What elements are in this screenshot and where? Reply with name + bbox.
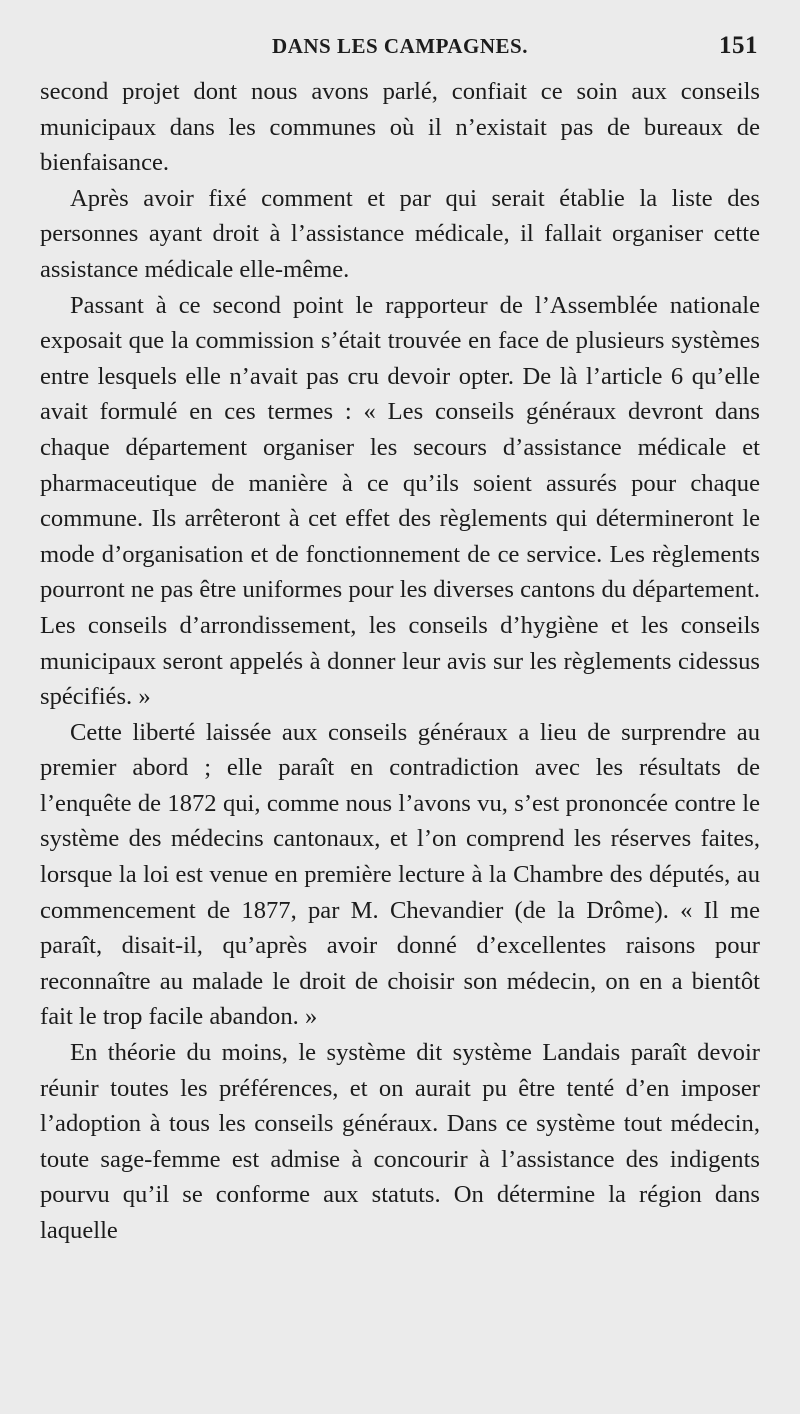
paragraph: Passant à ce second point le rapporteur de l’Assemblée nationale exposait que la commission s’était trouvée en face de plusieurs systèmes entre lesquels elle n’avait pas cru devoir opter. De là l’article 6 qu’elle avait formulé en ces termes : « Les conseils généraux devront dans chaque département organiser les secours d’assistance médicale et pharmaceutique de manière à ce qu’ils soient assurés pour chaque commune. Ils arrêteront à cet effet des règlements qui détermineront le mode d’organisation et de fonctionnement de ce service. Les règlements pourront ne pas être uniformes pour les diverses cantons du département. Les conseils d’arrondissement, les conseils d’hygiène et les conseils municipaux seront appelés à donner leur avis sur les règlements cidessus spécifiés. » (40, 291, 760, 711)
running-title: DANS LES CAMPAGNES. (272, 34, 528, 58)
paragraph: En théorie du moins, le système dit système Landais paraît devoir réunir toutes les préférences, et on aurait pu être tenté d’en imposer l’adoption à tous les conseils généraux. Dans ce système tout médecin, toute sage-femme est admise à concourir à l’assistance des indigents pourvu qu’il se conforme aux statuts. On détermine la région dans laquelle (40, 1039, 760, 1244)
paragraph: second projet dont nous avons parlé, confiait ce soin aux conseils municipaux dans les communes où il n’existait pas de bureaux de bienfaisance. (40, 78, 760, 177)
page-header (40, 30, 760, 74)
page-number: 151 (719, 32, 758, 59)
paragraph: Cette liberté laissée aux conseils généraux a lieu de surprendre au premier abord ; elle paraît en contradiction avec les résultats de l’enquête de 1872 qui, comme nous l’avons vu, s’est prononcée contre le système des médecins cantonaux, et l’on comprend les réserves faites, lorsque la loi est venue en première lecture à la Chambre des députés, au commencement de 1877, par M. Chevandier (de la Drôme). « Il me paraît, disait-il, qu’après avoir donné d’excellentes raisons pour reconnaître au malade le droit de choisir son médecin, on en a bientôt fait le trop facile abandon. » (40, 718, 760, 1031)
body-text (40, 74, 760, 1249)
paragraph: Après avoir fixé comment et par qui serait établie la liste des personnes ayant droit à l’assistance médicale, il fallait organiser cette assistance médicale elle-même. (40, 184, 760, 283)
